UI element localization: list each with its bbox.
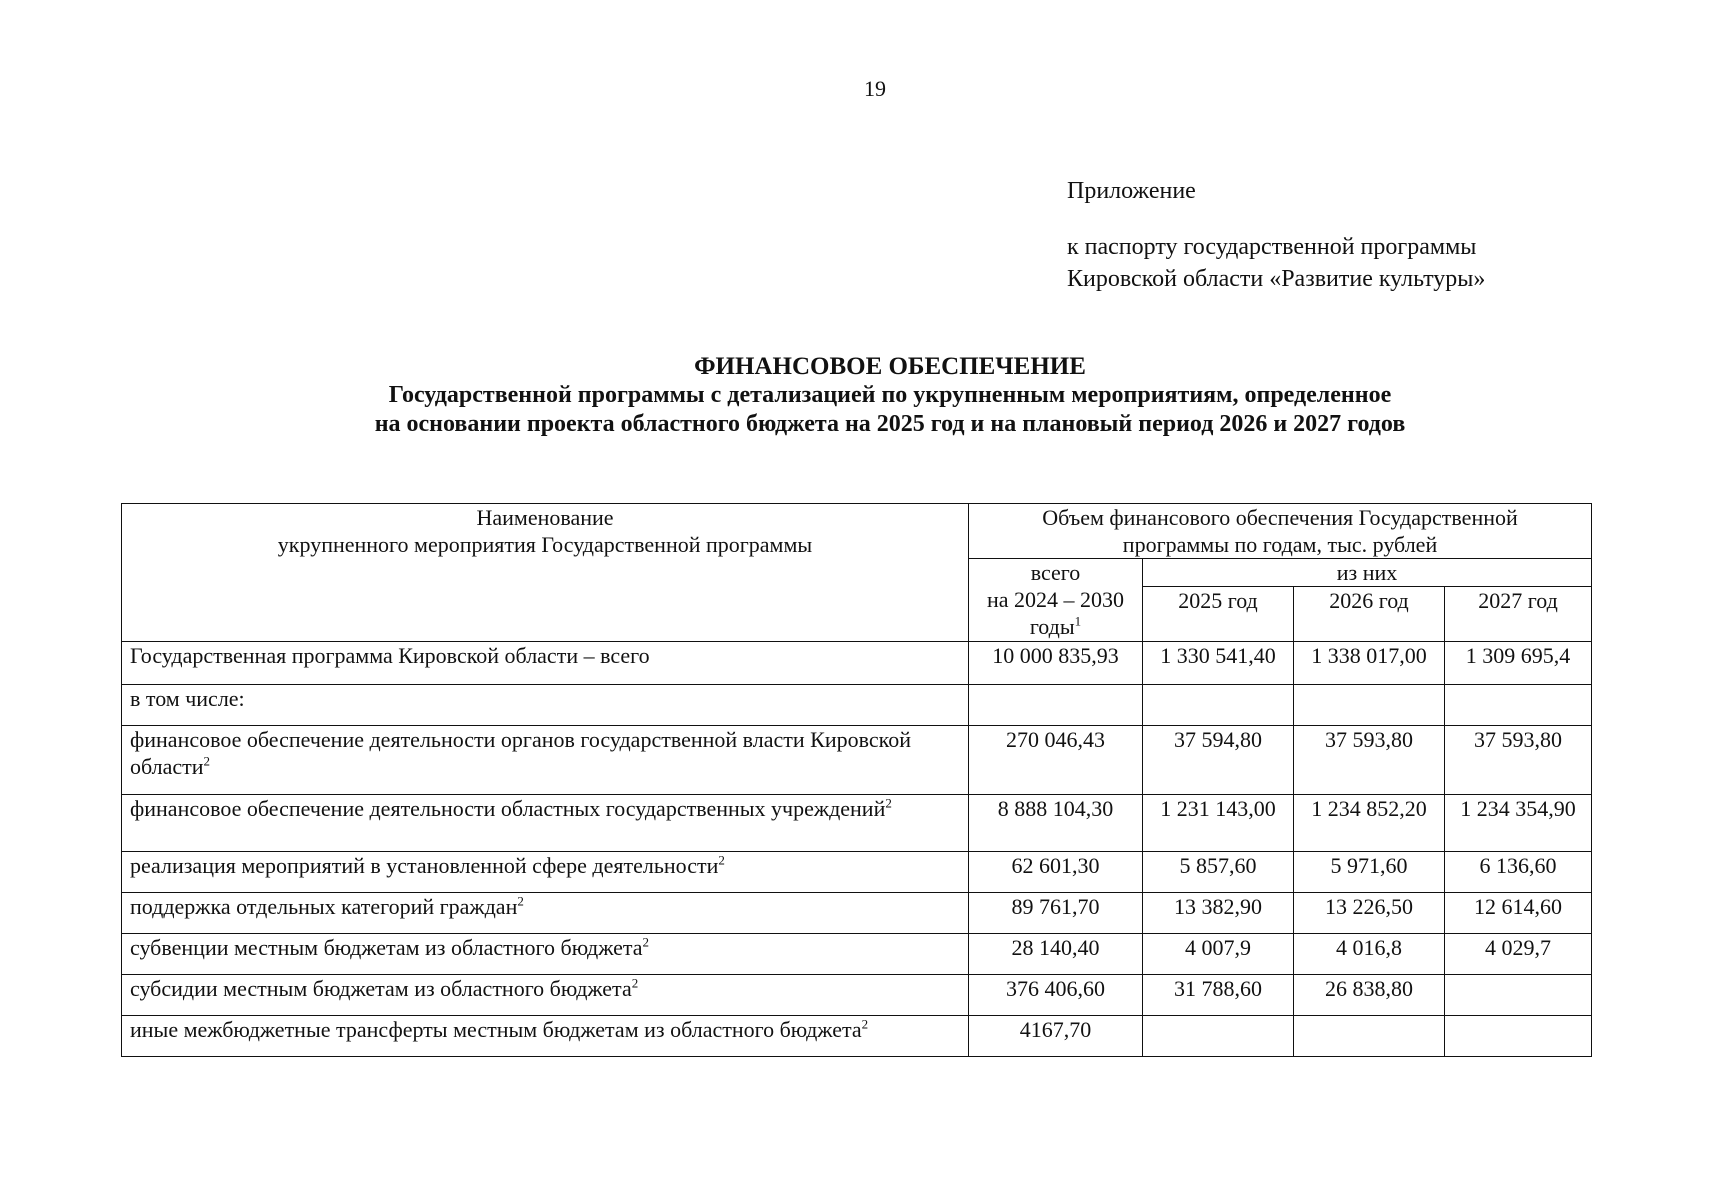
row-2025 <box>1143 1016 1294 1057</box>
table-row <box>122 726 1592 795</box>
row-total: 270 046,43 <box>969 726 1143 795</box>
row-2027 <box>1445 975 1592 1016</box>
row-2026: 13 226,50 <box>1294 893 1445 934</box>
row-2027: 12 614,60 <box>1445 893 1592 934</box>
table-row <box>122 934 1592 975</box>
footnote-marker: 2 <box>861 1016 869 1032</box>
row-total: 8 888 104,30 <box>969 795 1143 852</box>
footnote-marker: 2 <box>203 753 211 769</box>
table-row <box>122 795 1592 852</box>
row-2027 <box>1445 1016 1592 1057</box>
row-name: поддержка отдельных категорий граждан$^2$ <box>122 893 969 934</box>
header-total-line-2: на 2024 – 2030 <box>986 587 1125 612</box>
heading-main: ФИНАНСОВОЕ ОБЕСПЕЧЕНИЕ <box>694 353 1086 380</box>
row-total: 376 406,60 <box>969 975 1143 1016</box>
header-year-2026: 2026 год <box>1294 587 1445 642</box>
page-number: 19 <box>864 76 886 101</box>
footnote-marker: 2 <box>517 893 524 909</box>
row-2027: 1 234 354,90 <box>1445 795 1592 852</box>
row-2027: 4 029,7 <box>1445 934 1592 975</box>
row-total: 10 000 835,93 <box>969 642 1143 685</box>
appendix-line-1: к паспорту государственной программы <box>1067 234 1477 260</box>
row-total: 62 601,30 <box>969 852 1143 893</box>
row-2027: 37 593,80 <box>1445 726 1592 795</box>
table-row <box>122 642 1592 685</box>
table-row <box>122 893 1592 934</box>
header-of-them-cell: из них <box>1143 559 1592 587</box>
row-2025: 4 007,9 <box>1143 934 1294 975</box>
row-2026: 1 338 017,00 <box>1294 642 1445 685</box>
row-2025: 1 231 143,00 <box>1143 795 1294 852</box>
appendix-title: Приложение <box>1067 178 1196 204</box>
row-2025: 1 330 541,40 <box>1143 642 1294 685</box>
row-2027: 1 309 695,4 <box>1445 642 1592 685</box>
header-total-cell <box>969 559 1143 642</box>
header-total-line-3: годы$^1$ <box>1029 613 1082 639</box>
row-name: реализация мероприятий в установленной сфере деятельности$^2$ <box>122 852 969 893</box>
footnote-marker: 2 <box>885 795 892 811</box>
footnote-marker: 2 <box>718 852 725 868</box>
header-volume-cell <box>969 504 1592 559</box>
row-total: 28 140,40 <box>969 934 1143 975</box>
footnote-marker: 2 <box>631 975 639 991</box>
row-2026: 1 234 852,20 <box>1294 795 1445 852</box>
header-name-line-2: укрупненного мероприятия Государственной программы <box>277 532 813 557</box>
row-2026 <box>1294 685 1445 726</box>
table-row <box>122 685 1592 726</box>
row-name: финансовое обеспечение деятельности органов государственной власти Кировской области$^2$ <box>122 726 969 795</box>
header-name-cell <box>122 504 969 642</box>
table-row <box>122 1016 1592 1057</box>
row-name: Государственная программа Кировской области – всего <box>122 642 969 685</box>
header-year-2025: 2025 год <box>1143 587 1294 642</box>
row-name: субсидии местным бюджетам из областного бюджета$^2$ <box>122 975 969 1016</box>
table-row <box>122 975 1592 1016</box>
row-name: иные межбюджетные трансферты местным бюджетам из областного бюджета$^2$ <box>122 1016 969 1057</box>
header-total-line-1: всего <box>1030 560 1081 585</box>
document-heading <box>0 352 1715 439</box>
header-year-2027: 2027 год <box>1445 587 1592 642</box>
row-name: финансовое обеспечение деятельности областных государственных учреждений$^2$ <box>122 795 969 852</box>
row-2025: 37 594,80 <box>1143 726 1294 795</box>
header-volume-line-2: программы по годам, тыс. рублей <box>1122 532 1438 557</box>
heading-sub-2: на основании проекта областного бюджета на 2025 год и на плановый период 2026 и 2027 годов <box>374 411 1406 437</box>
row-2026: 37 593,80 <box>1294 726 1445 795</box>
row-2027 <box>1445 685 1592 726</box>
header-row <box>122 504 1592 559</box>
appendix-block <box>1067 175 1485 295</box>
row-2025: 13 382,90 <box>1143 893 1294 934</box>
row-total: 4167,70 <box>969 1016 1143 1057</box>
row-2026: 4 016,8 <box>1294 934 1445 975</box>
row-name: субвенции местным бюджетам из областного бюджета$^2$ <box>122 934 969 975</box>
row-2025: 5 857,60 <box>1143 852 1294 893</box>
footnote-marker: 1 <box>1074 613 1082 629</box>
appendix-line-2: Кировской области «Развитие культуры» <box>1067 266 1486 292</box>
row-name: в том числе: <box>122 685 969 726</box>
row-2026 <box>1294 1016 1445 1057</box>
row-2027: 6 136,60 <box>1445 852 1592 893</box>
row-total <box>969 685 1143 726</box>
header-name-line-1: Наименование <box>476 505 614 530</box>
table-row <box>122 852 1592 893</box>
footnote-marker: 2 <box>642 934 650 950</box>
row-2025: 31 788,60 <box>1143 975 1294 1016</box>
row-2025 <box>1143 685 1294 726</box>
heading-sub-1: Государственной программы с детализацией по укрупненным мероприятиям, определенное <box>388 382 1392 408</box>
financing-table <box>121 503 1592 1057</box>
row-2026: 26 838,80 <box>1294 975 1445 1016</box>
row-total: 89 761,70 <box>969 893 1143 934</box>
header-volume-line-1: Объем финансового обеспечения Государственной <box>1042 505 1518 530</box>
row-2026: 5 971,60 <box>1294 852 1445 893</box>
